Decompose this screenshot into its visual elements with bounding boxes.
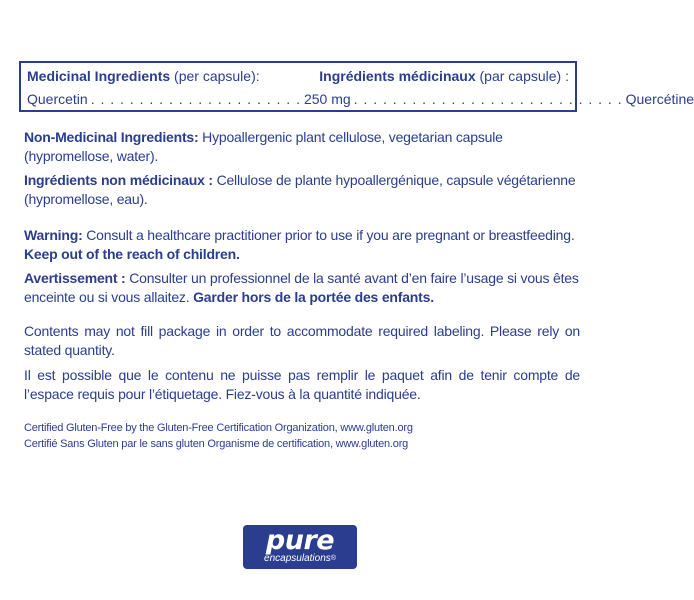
non-medicinal-en — [24, 128, 580, 166]
medicinal-suffix-en: (per capsule): — [170, 68, 260, 84]
medicinal-header-fr — [319, 67, 569, 85]
warning-bold-fr: Garder hors de la portée des enfants. — [193, 289, 434, 305]
certification-fr: Certifié Sans Gluten par le sans gluten Organisme de certification, www.gluten.org — [24, 438, 409, 450]
medicinal-ingredients-box — [19, 61, 694, 112]
medicinal-suffix-fr: (par capsule) : — [475, 68, 569, 84]
ingredient-amount: 250 mg — [303, 91, 351, 107]
medicinal-header-en — [27, 67, 260, 85]
warning-label-fr: Avertissement : — [24, 270, 126, 286]
medicinal-label-en: Medicinal Ingredients — [27, 68, 171, 84]
medicinal-label-fr: Ingrédients médicinaux — [319, 68, 476, 84]
warning-label-en: Warning: — [24, 227, 83, 243]
warning-fr — [24, 269, 580, 307]
ingredient-name-en: Quercetin — [27, 91, 88, 107]
leader-dots-left: . . . . . . . . . . . . . . . . . . . . . . — [90, 91, 301, 107]
logo-word: pure — [265, 525, 335, 556]
leader-dots-right: . . . . . . . . . . . . . . . . . . . . . . . . . . . . — [353, 91, 623, 107]
medicinal-header-row — [27, 67, 569, 85]
non-medicinal-label-fr: Ingrédients non médicinaux : — [24, 172, 213, 188]
warning-en — [24, 226, 580, 264]
certification-en: Certified Gluten-Free by the Gluten-Free Certification Organization, www.gluten.org — [24, 422, 413, 434]
logo-subtitle-text: encapsulations — [264, 553, 331, 564]
contents-en: Contents may not fill package in order to accommodate required labeling. Please rely on stated quantity. — [24, 323, 580, 358]
ingredient-name-fr: Quercétine — [625, 91, 694, 107]
warning-text-en: Consult a healthcare practitioner prior to use if you are pregnant or breastfeeding. — [82, 227, 575, 243]
warning-text-fr: Consulter un professionnel de la santé avant d’en faire l’usage si vous êtes enceinte ou si vous allaitez. — [24, 270, 579, 305]
non-medicinal-label-en: Non-Medicinal Ingredients: — [24, 129, 199, 145]
pure-encapsulations-logo — [243, 525, 357, 569]
non-medicinal-text-en: Hypoallergenic plant cellulose, vegetarian capsule (hypromellose, water). — [24, 129, 503, 164]
warning-bold-en: Keep out of the reach of children. — [24, 246, 240, 262]
logo-subtitle — [243, 553, 357, 565]
logo-registered-mark: ® — [330, 555, 336, 562]
non-medicinal-fr — [24, 171, 580, 209]
contents-fr: Il est possible que le contenu ne puisse pas remplir le paquet afin de tenir compte de l’espace requis pour l’étiquetage. Fiez-vous à la quantité indiquée. — [24, 367, 580, 402]
ingredient-row — [27, 90, 694, 108]
non-medicinal-text-fr: Cellulose de plante hypoallergénique, capsule végétarienne (hypromellose, eau). — [24, 172, 576, 207]
